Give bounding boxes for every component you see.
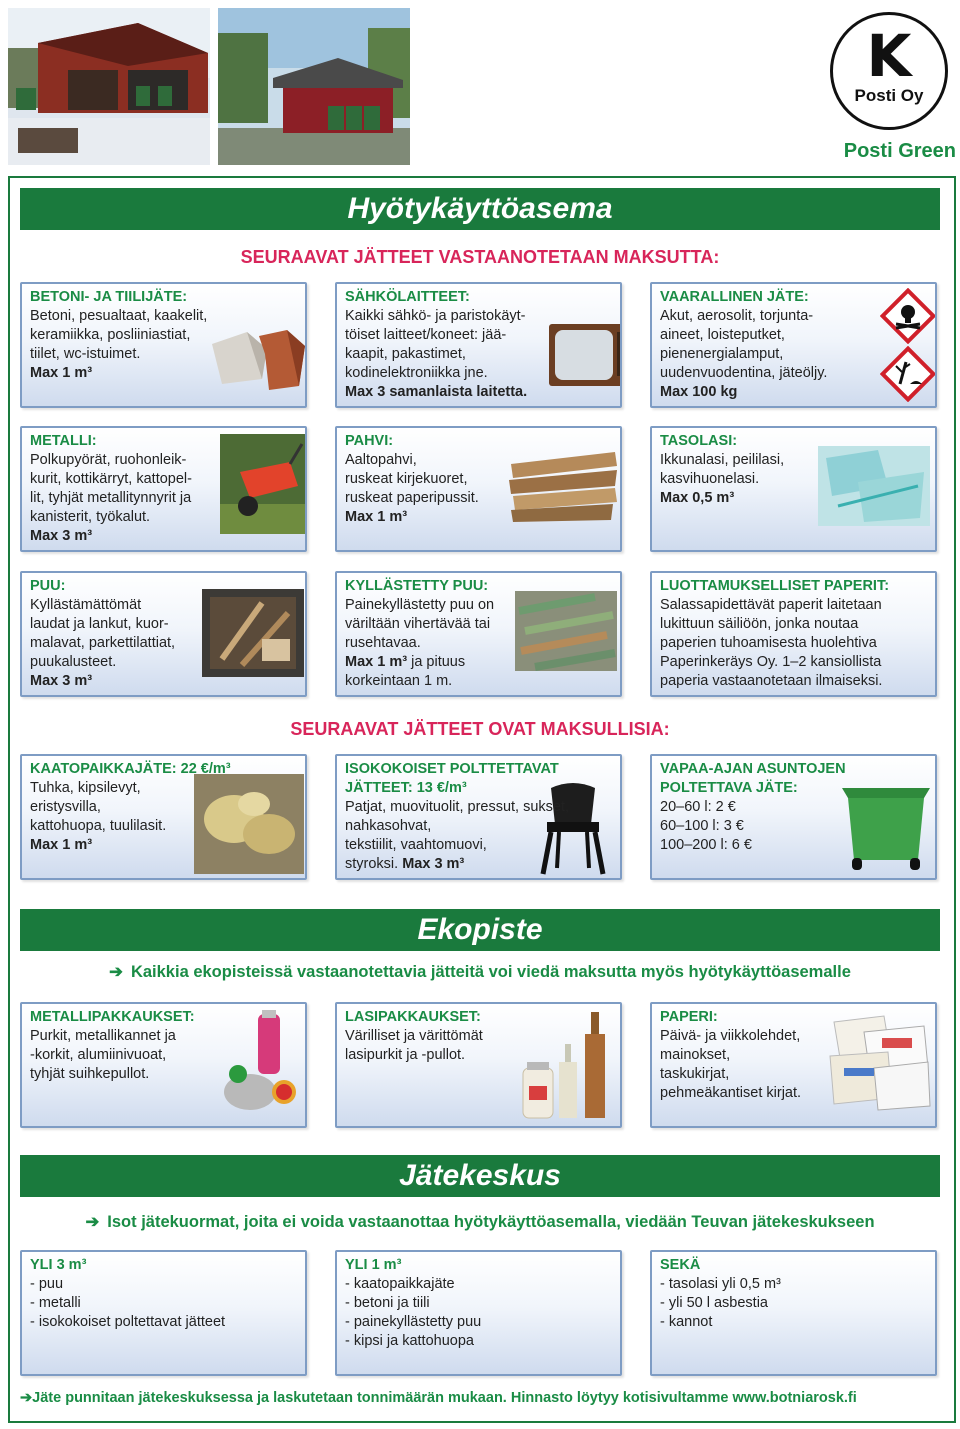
vapaa-line-2: 60–100 l: 3 € — [660, 818, 744, 834]
kyllastetty-line-1: Painekyllästetty puu on — [345, 597, 495, 613]
metpak-line-3: tyhjät suihkepullot. — [30, 1066, 150, 1082]
isokoiset-title-2: JÄTTEET: 13 €/m³ — [345, 780, 467, 796]
betoni-line-2: keramiikka, posliiniastiat, — [30, 327, 191, 343]
box-vaarallinen — [650, 282, 937, 408]
free-waste-heading: SEURAAVAT JÄTTEET VASTAANOTETAAN MAKSUTTA: — [240, 247, 720, 267]
box-seka — [650, 1250, 937, 1376]
vaarallinen-title: VAARALLINEN JÄTE: — [660, 289, 809, 305]
vapaa-line-3: 100–200 l: 6 € — [660, 837, 752, 853]
seka-title: SEKÄ — [660, 1257, 701, 1273]
paperi-line-1: Päivä- ja viikkolehdet, — [660, 1028, 801, 1044]
isokoiset-title-1: ISOKOKOISET POLTTETTAVAT — [345, 761, 559, 777]
paperi-title: PAPERI: — [660, 1009, 718, 1025]
box-luottamukselliset — [650, 571, 937, 697]
box-metalli — [20, 426, 307, 552]
building-photo-2 — [218, 8, 410, 165]
paid-waste-heading: SEURAAVAT JÄTTEET OVAT MAKSULLISIA: — [290, 719, 670, 739]
kyllastetty-max-rest: ja pituus — [407, 654, 466, 670]
arrow-icon: ➔ — [109, 963, 123, 981]
logo-company: Posti Oy — [854, 86, 924, 105]
box-paperi — [650, 1002, 937, 1128]
isokoiset-line-2: nahkasohvat, — [345, 818, 432, 834]
box-sahkolaitteet — [335, 282, 622, 408]
posti-green-brand: Posti Green — [843, 140, 956, 162]
kaato-line-3: kattohuopa, tuulilasit. — [30, 818, 167, 834]
metalli-title: METALLI: — [30, 433, 97, 449]
luottamus-line-4: Paperinkeräys Oy. 1–2 kansiollista — [660, 654, 882, 670]
tasolasi-title: TASOLASI: — [660, 433, 738, 449]
sahko-line-4: kodinelektroniikka jne. — [345, 365, 488, 381]
yli1-line-1: - kaatopaikkajäte — [345, 1276, 455, 1292]
metalli-line-3: lit, tyhjät metallitynnyrit ja — [30, 490, 192, 506]
metpak-title: METALLIPAKKAUKSET: — [30, 1009, 195, 1025]
sahko-title: SÄHKÖLAITTEET: — [345, 289, 470, 305]
box-puu — [20, 571, 307, 697]
yli3-line-3: - isokokoiset poltettavat jätteet — [30, 1314, 226, 1330]
kaato-title: KAATOPAIKKAJÄTE: 22 €/m³ — [30, 761, 231, 777]
kyllastetty-max: Max 1 m³ — [345, 654, 408, 670]
puu-max: Max 3 m³ — [30, 673, 93, 689]
pahvi-max: Max 1 m³ — [345, 509, 408, 525]
box-yli-3 — [20, 1250, 307, 1376]
metalli-line-2: kurit, kottikärryt, kattopel- — [30, 471, 192, 487]
ekopiste-note-text: Kaikkia ekopisteissä vastaanotettavia jätteitä voi viedä maksutta myös hyötykäyttöasemalle — [130, 963, 851, 981]
seka-line-1: - tasolasi yli 0,5 m³ — [660, 1276, 781, 1292]
vaarallinen-line-3: pienenergialamput, — [660, 346, 784, 362]
seka-line-2: - yli 50 l asbestia — [660, 1295, 768, 1311]
yli3-line-2: - metalli — [30, 1295, 81, 1311]
building-photo-1 — [8, 8, 210, 165]
lasipak-line-2: lasipurkit ja -pullot. — [345, 1047, 466, 1063]
metalli-line-1: Polkupyörät, ruohonleik- — [30, 452, 187, 468]
kyllastetty-line-3: rusehtavaa. — [345, 635, 421, 651]
luottamus-line-1: Salassapidettävät paperit laitetaan — [660, 597, 882, 613]
arrow-icon: ➔ — [20, 1390, 33, 1406]
paperi-line-2: mainokset, — [660, 1047, 731, 1063]
isokoiset-max: Max 3 m³ — [402, 856, 465, 872]
paperi-line-3: taskukirjat, — [660, 1066, 730, 1082]
puu-line-1: Kyllästämättömät — [30, 597, 142, 613]
banner-ekopiste: Ekopiste — [20, 909, 940, 951]
kaato-line-2: eristysvilla, — [30, 799, 101, 815]
box-isokokoiset — [335, 754, 622, 880]
puu-line-4: puukalusteet. — [30, 654, 117, 670]
yli1-line-3: - painekyllästetty puu — [345, 1314, 482, 1330]
box-tasolasi — [650, 426, 937, 552]
banner-jatekeskus: Jätekeskus — [20, 1155, 940, 1197]
pahvi-line-1: Aaltopahvi, — [345, 452, 417, 468]
sahko-line-3: kaapit, pakastimet, — [345, 346, 466, 362]
sahko-max: Max 3 samanlaista laitetta. — [345, 384, 528, 400]
puu-line-3: malavat, parkettilattiat, — [30, 635, 176, 651]
betoni-max: Max 1 m³ — [30, 365, 93, 381]
pahvi-line-3: ruskeat paperipussit. — [345, 490, 479, 506]
isokoiset-line-3: tekstiilit, vaahtomuovi, — [345, 837, 487, 853]
yli3-title: YLI 3 m³ — [30, 1257, 87, 1273]
ekopiste-note — [0, 962, 960, 982]
seka-line-3: - kannot — [660, 1314, 713, 1330]
metalli-max: Max 3 m³ — [30, 528, 93, 544]
kaato-line-1: Tuhka, kipsilevyt, — [30, 780, 141, 796]
tasolasi-line-1: Ikkunalasi, peililasi, — [660, 452, 785, 468]
luottamus-line-3: paperien tuhoamisesta huolehtiva — [660, 635, 877, 651]
luottamus-title: LUOTTAMUKSELLISET PAPERIT: — [660, 578, 890, 594]
footer-note — [20, 1390, 945, 1406]
puu-title: PUU: — [30, 578, 66, 594]
betoni-line-1: Betoni, pesualtaat, kaakelit, — [30, 308, 208, 324]
box-metallipakkaukset — [20, 1002, 307, 1128]
sahko-line-1: Kaikki sähkö- ja paristokäyt- — [345, 308, 526, 324]
metalli-line-4: kanisterit, työkalut. — [30, 509, 151, 525]
pahvi-title: PAHVI: — [345, 433, 394, 449]
kyllastetty-title: KYLLÄSTETTY PUU: — [345, 578, 489, 594]
box-lasipakkaukset — [335, 1002, 622, 1128]
lasipak-title: LASIPAKKAUKSET: — [345, 1009, 481, 1025]
metpak-line-1: Purkit, metallikannet ja — [30, 1028, 176, 1044]
box-kyllastetty — [335, 571, 622, 697]
jatekeskus-note-text: Isot jätekuormat, joita ei voida vastaanottaa hyötykäyttöasemalla, viedään Teuvan jätekeskukseen — [107, 1213, 875, 1231]
vapaa-title-1: VAPAA-AJAN ASUNTOJEN — [660, 761, 846, 777]
isokoiset-line-1: Patjat, muovituolit, pressut, sukset, — [345, 799, 570, 815]
sahko-line-2: töiset laitteet/koneet: jää- — [345, 327, 507, 343]
yli3-line-1: - puu — [30, 1276, 64, 1292]
puu-line-2: laudat ja lankut, kuor- — [30, 616, 169, 632]
yli1-line-4: - kipsi ja kattohuopa — [345, 1333, 474, 1349]
tasolasi-max: Max 0,5 m³ — [660, 490, 735, 506]
luottamus-line-2: lukittuun säiliöön, jonka noutaa — [660, 616, 859, 632]
vapaa-title-2: POLTETTAVA JÄTE: — [660, 780, 798, 796]
jatekeskus-note — [0, 1212, 960, 1232]
luottamus-line-5: paperia vastaanotetaan ilmaiseksi. — [660, 673, 883, 689]
vaarallinen-line-1: Akut, aerosolit, torjunta- — [660, 308, 814, 324]
logo-letter: K — [866, 22, 912, 90]
box-yli-1 — [335, 1250, 622, 1376]
paperi-line-4: pehmeäkantiset kirjat. — [660, 1085, 802, 1101]
yli1-line-2: - betoni ja tiili — [345, 1295, 430, 1311]
footer-text: Jäte punnitaan jätekeskuksessa ja laskutetaan tonnimäärän mukaan. Hinnasto löytyy kotisivultamme www.botniarosk.fi — [32, 1390, 857, 1406]
vaarallinen-max: Max 100 kg — [660, 384, 738, 400]
kaato-max: Max 1 m³ — [30, 837, 93, 853]
vapaa-line-1: 20–60 l: 2 € — [660, 799, 736, 815]
isokoiset-line-4: styroksi. — [345, 856, 403, 872]
vaarallinen-line-2: aineet, loisteputket, — [660, 327, 785, 343]
box-pahvi — [335, 426, 622, 552]
betoni-title: BETONI- JA TIILIJÄTE: — [30, 289, 188, 305]
box-kaatopaikkajate — [20, 754, 307, 880]
betoni-line-3: tiilet, wc-istuimet. — [30, 346, 141, 362]
kyllastetty-line-5: korkeintaan 1 m. — [345, 673, 453, 689]
box-vapaa-ajan — [650, 754, 937, 880]
metpak-line-2: -korkit, alumiinivuoat, — [30, 1047, 167, 1063]
tasolasi-line-2: kasvihuonelasi. — [660, 471, 760, 487]
banner-hyotykayttoasema: Hyötykäyttöasema — [20, 188, 940, 230]
lasipak-line-1: Värilliset ja värittömät — [345, 1028, 483, 1044]
arrow-icon: ➔ — [85, 1213, 100, 1231]
posti-logo — [830, 12, 948, 130]
box-betoni — [20, 282, 307, 408]
kyllastetty-line-2: väriltään vihertävää tai — [345, 616, 491, 632]
yli1-title: YLI 1 m³ — [345, 1257, 402, 1273]
pahvi-line-2: ruskeat kirjekuoret, — [345, 471, 468, 487]
vaarallinen-line-4: uudenvuodentina, jäteöljy. — [660, 365, 828, 381]
